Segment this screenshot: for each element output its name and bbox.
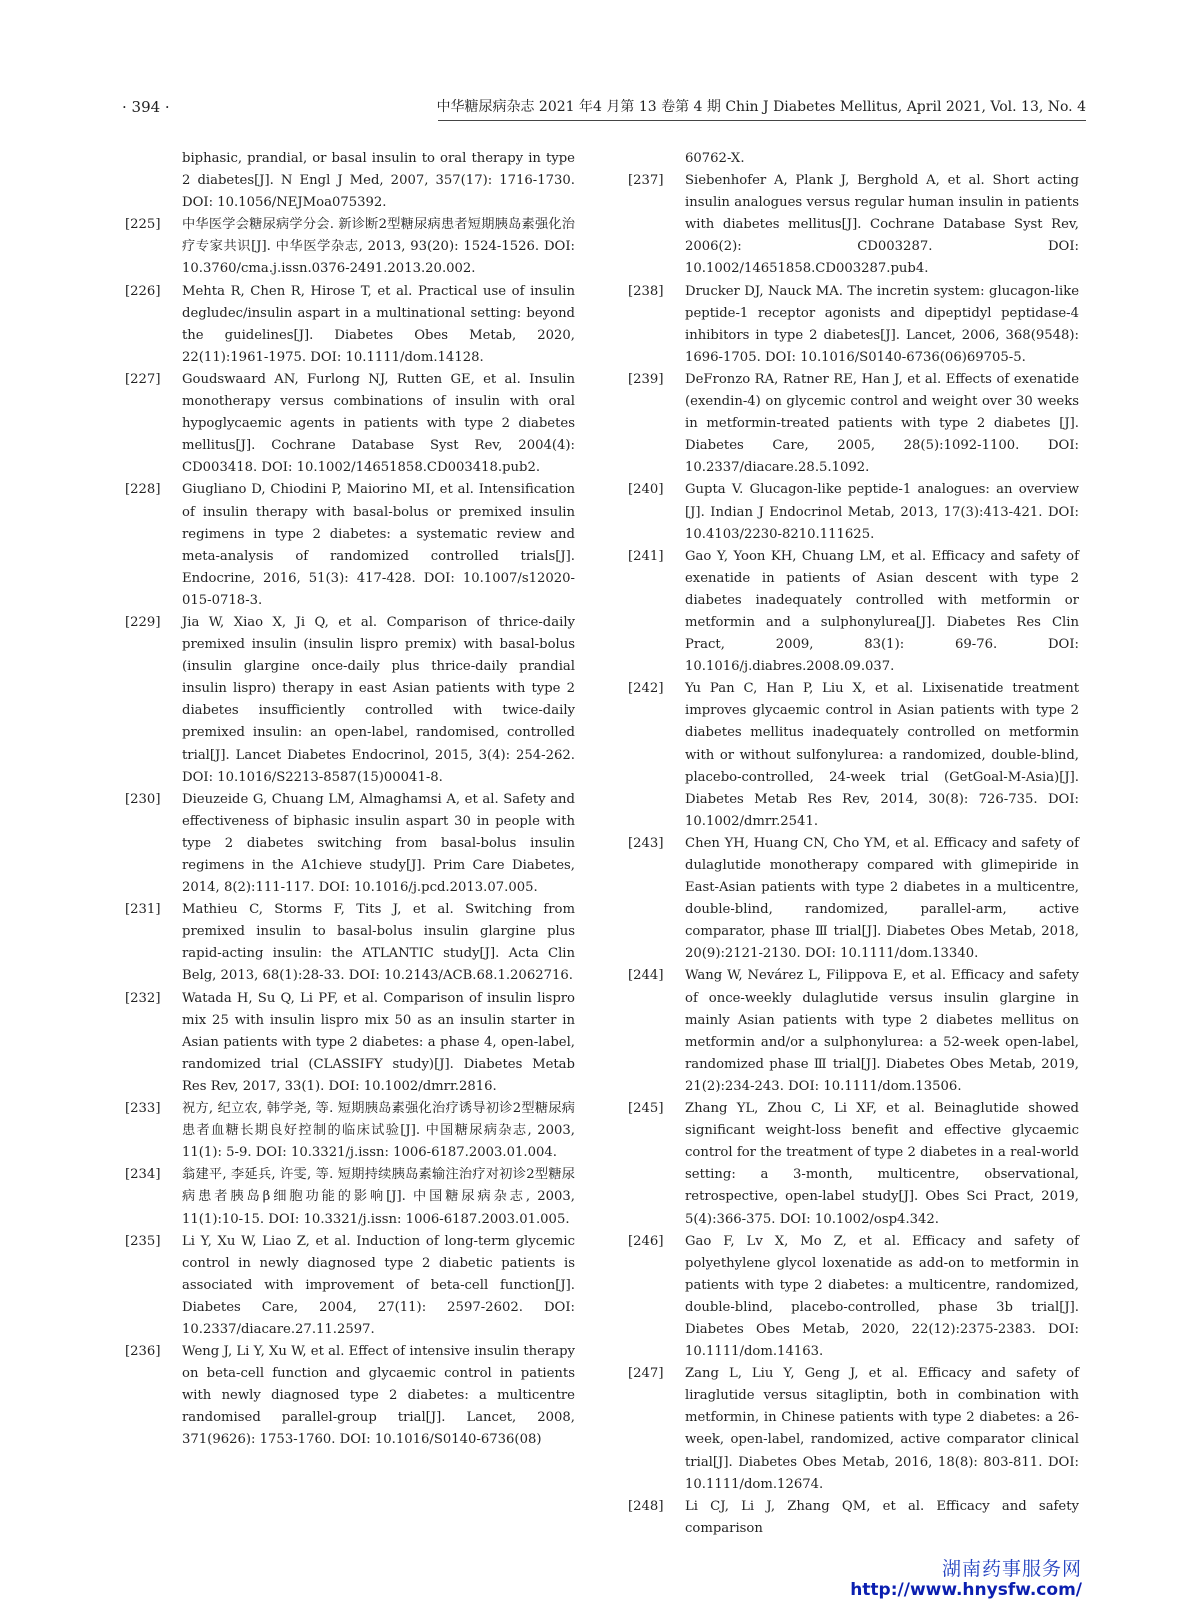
reference-text: Chen YH, Huang CN, Cho YM, et al. Efficacy and safety of dulaglutide monotherapy compared with glimepiride in East-Asian patients with type 2 diabetes in a multicentre, double-blind, randomized, parallel-arm, active comparator, phase Ⅲ trial[J]. Diabetes Obes Metab, 2018, 20(9):2121-2130. DOI: 10.1111/dom.13340. [685, 835, 1079, 962]
reference-number: [240] [628, 482, 664, 498]
reference-number: [228] [125, 482, 161, 498]
reference-entry [125, 612, 575, 789]
reference-number: [243] [628, 835, 664, 851]
reference-text: Yu Pan C, Han P, Liu X, et al. Lixisenatide treatment improves glycaemic control in Asian patients with type 2 diabetes mellitus inadequately controlled on metformin with or without sulfonylurea: a randomized, double-blind, placebo-controlled, 24-week trial (GetGoal-M-Asia)[J]. Diabetes Metab Res Rev, 2014, 30(8): 726-735. DOI: 10.1002/dmrr.2541. [685, 681, 1079, 829]
reference-number: [226] [125, 283, 161, 299]
reference-continuation: 60762-X. [685, 151, 745, 166]
reference-number: [227] [125, 371, 161, 387]
reference-entry [628, 1496, 1079, 1540]
reference-text: Giugliano D, Chiodini P, Maiorino MI, et al. Intensification of insulin therapy with basal-bolus or premixed insulin regimens in type 2 diabetes: a systematic review and meta-analysis of randomized controlled trials[J]. Endocrine, 2016, 51(3): 417-428. DOI: 10.1007/s12020-015-0718-3. [182, 482, 575, 608]
reference-text: Mathieu C, Storms F, Tits J, et al. Switching from premixed insulin to basal-bolus insulin glargine plus rapid-acting insulin: the ATLANTIC study[J]. Acta Clin Belg, 2013, 68(1):28-33. DOI: 10.2143/ACB.68.1.2062716. [182, 902, 575, 984]
reference-entry [628, 479, 1079, 545]
reference-text: Zhang YL, Zhou C, Li XF, et al. Beinaglutide showed significant weight-loss benefit and effective glycaemic control for the treatment of type 2 diabetes in a real-world setting: a 3-month, multicentre, observational, retrospective, open-label study[J]. Obes Sci Pract, 2019, 5(4):366-375. DOI: 10.1002/osp4.342. [685, 1101, 1079, 1227]
reference-number: [236] [125, 1344, 161, 1360]
reference-text: Gupta V. Glucagon-like peptide-1 analogues: an overview [J]. Indian J Endocrinol Metab, 2013, 17(3):413-421. DOI: 10.4103/2230-8210.111625. [685, 482, 1079, 542]
reference-text: Goudswaard AN, Furlong NJ, Rutten GE, et al. Insulin monotherapy versus combinations of insulin with oral hypoglycaemic agents in patients with type 2 diabetes mellitus[J]. Cochrane Database Syst Rev, 2004(4): CD003418. DOI: 10.1002/14651858.CD003418.pub2. [182, 371, 575, 476]
reference-number: [234] [125, 1167, 161, 1183]
reference-number: [229] [125, 614, 161, 630]
reference-entry [125, 899, 575, 987]
header-rule [438, 120, 1086, 121]
reference-text: Gao F, Lv X, Mo Z, et al. Efficacy and safety of polyethylene glycol loxenatide as add-on to metformin in patients with type 2 diabetes: a multicentre, randomized, double-blind, placebo-controlled, phase 3b trial[J]. Diabetes Obes Metab, 2020, 22(12):2375-2383. DOI: 10.1111/dom.14163. [685, 1233, 1079, 1360]
reference-number: [244] [628, 968, 664, 984]
reference-entry [125, 281, 575, 369]
reference-list-left [125, 214, 575, 1451]
reference-number: [232] [125, 990, 161, 1006]
reference-entry [628, 1231, 1079, 1364]
reference-entry [125, 988, 575, 1098]
reference-number: [235] [125, 1233, 161, 1249]
reference-column-right [628, 148, 1079, 1540]
reference-text: Siebenhofer A, Plank J, Berghold A, et al. Short acting insulin analogues versus regular human insulin in patients with diabetes mellitus[J]. Cochrane Database Syst Rev, 2006(2): CD003287. DOI: 10.1002/14651858.CD003287.pub4. [685, 173, 1079, 277]
watermark-site-name: 湖南药事服务网 [941, 1558, 1082, 1580]
reference-number: [245] [628, 1101, 664, 1117]
reference-text: Drucker DJ, Nauck MA. The incretin system: glucagon-like peptide-1 receptor agonists and dipeptidyl peptidase-4 inhibitors in type 2 diabetes[J]. Lancet, 2006, 368(9548): 1696-1705. DOI: 10.1016/S0140-6736(06)69705-5. [685, 283, 1079, 365]
reference-entry [628, 281, 1079, 369]
reference-entry [628, 678, 1079, 833]
reference-entry [628, 833, 1079, 966]
reference-column-left [125, 148, 575, 1452]
reference-number: [246] [628, 1233, 664, 1249]
reference-text: Mehta R, Chen R, Hirose T, et al. Practical use of insulin degludec/insulin aspart in a multinational setting: beyond the guidelines[J]. Diabetes Obes Metab, 2020, 22(11):1961-1975. DOI: 10.1111/dom.14128. [182, 283, 575, 365]
reference-list-right [628, 170, 1079, 1540]
reference-text: Gao Y, Yoon KH, Chuang LM, et al. Efficacy and safety of exenatide in patients of Asian descent with type 2 diabetes inadequately controlled with metformin or metformin and a sulphonylurea[J]. Diabetes Res Clin Pract, 2009, 83(1): 69-76. DOI: 10.1016/j.diabres.2008.09.037. [685, 548, 1079, 675]
reference-number: [237] [628, 173, 664, 189]
reference-number: [248] [628, 1498, 664, 1514]
site-watermark [850, 1558, 1082, 1600]
reference-entry [125, 789, 575, 899]
reference-number: [233] [125, 1101, 161, 1117]
reference-number: [247] [628, 1366, 664, 1382]
reference-number: [230] [125, 791, 161, 807]
reference-entry [628, 1363, 1079, 1496]
reference-number: [239] [628, 371, 664, 387]
reference-text: 祝方, 纪立农, 韩学尧, 等. 短期胰岛素强化治疗诱导初诊2型糖尿病患者血糖长期良好控制的临床试验[J]. 中国糖尿病杂志, 2003, 11(1): 5-9. DOI: 10.3321/j.issn: 1006-6187.2003.01.004. [182, 1101, 575, 1161]
reference-entry [628, 170, 1079, 280]
reference-entry [125, 1164, 575, 1230]
reference-text: Wang W, Nevárez L, Filippova E, et al. Efficacy and safety of once-weekly dulaglutide versus insulin glargine in mainly Asian patients with type 2 diabetes mellitus on metformin and/or a sulphonylurea: a 52-week open-label, randomized phase Ⅲ trial[J]. Diabetes Obes Metab, 2019, 21(2):234-243. DOI: 10.1111/dom.13506. [685, 968, 1079, 1094]
reference-number: [225] [125, 217, 161, 233]
reference-text: Zang L, Liu Y, Geng J, et al. Efficacy and safety of liraglutide versus sitagliptin, both in combination with metformin, in Chinese patients with type 2 diabetes: a 26-week, open-label, randomized, active comparator clinical trial[J]. Diabetes Obes Metab, 2016, 18(8): 803-811. DOI: 10.1111/dom.12674. [685, 1366, 1079, 1492]
reference-text: Li CJ, Li J, Zhang QM, et al. Efficacy and safety comparison [685, 1498, 1079, 1536]
reference-entry [125, 214, 575, 280]
reference-text: 翁建平, 李延兵, 许雯, 等. 短期持续胰岛素输注治疗对初诊2型糖尿病患者胰岛β细胞功能的影响[J]. 中国糖尿病杂志, 2003, 11(1):10-15. DOI: 10.3321/j.issn: 1006-6187.2003.01.005. [182, 1167, 575, 1227]
reference-number: [242] [628, 681, 664, 697]
reference-continuation: biphasic, prandial, or basal insulin to oral therapy in type 2 diabetes[J]. N Engl J Med, 2007, 357(17): 1716-1730. DOI: 10.1056/NEJMoa075392. [182, 151, 575, 211]
reference-number: [241] [628, 548, 664, 564]
reference-entry [628, 1098, 1079, 1231]
reference-text: Watada H, Su Q, Li PF, et al. Comparison of insulin lispro mix 25 with insulin lispro mix 50 as an insulin starter in Asian patients with type 2 diabetes: a phase 4, open-label, randomized trial (CLASSIFY study)[J]. Diabetes Metab Res Rev, 2017, 33(1). DOI: 10.1002/dmrr.2816. [182, 990, 575, 1094]
reference-entry [125, 1341, 575, 1451]
reference-text: DeFronzo RA, Ratner RE, Han J, et al. Effects of exenatide (exendin-4) on glycemic control and weight over 30 weeks in metformin-treated patients with type 2 diabetes [J]. Diabetes Care, 2005, 28(5):1092-1100. DOI: 10.2337/diacare.28.5.1092. [685, 371, 1079, 476]
page-number: · 394 · [122, 98, 170, 116]
reference-entry [628, 369, 1079, 479]
reference-text: Li Y, Xu W, Liao Z, et al. Induction of long-term glycemic control in newly diagnosed type 2 diabetic patients is associated with improvement of beta-cell function[J]. Diabetes Care, 2004, 27(11): 2597-2602. DOI: 10.2337/diacare.27.11.2597. [182, 1233, 575, 1337]
watermark-url[interactable]: http://www.hnysfw.com/ [850, 1580, 1082, 1600]
reference-entry [125, 479, 575, 612]
reference-text: Jia W, Xiao X, Ji Q, et al. Comparison of thrice-daily premixed insulin (insulin lispro premix) with basal-bolus (insulin glargine once-daily plus thrice-daily prandial insulin lispro) therapy in east Asian patients with type 2 diabetes insufficiently controlled with twice-daily premixed insulin: an open-label, randomised, controlled trial[J]. Lancet Diabetes Endocrinol, 2015, 3(4): 254-262. DOI: 10.1016/S2213-8587(15)00041-8. [182, 614, 575, 785]
reference-number: [231] [125, 902, 161, 918]
reference-text: 中华医学会糖尿病学分会. 新诊断2型糖尿病患者短期胰岛素强化治疗专家共识[J]. 中华医学杂志, 2013, 93(20): 1524-1526. DOI: 10.3760/cma.j.issn.0376-2491.2013.20.002. [182, 217, 575, 277]
reference-number: [238] [628, 283, 664, 299]
running-header [122, 96, 1086, 120]
reference-text: Dieuzeide G, Chuang LM, Almaghamsi A, et al. Safety and effectiveness of biphasic insulin aspart 30 in people with type 2 diabetes switching from basal-bolus insulin regimens in the A1chieve study[J]. Prim Care Diabetes, 2014, 8(2):111-117. DOI: 10.1016/j.pcd.2013.07.005. [182, 791, 575, 896]
journal-citation: 中华糖尿病杂志 2021 年4 月第 13 卷第 4 期 Chin J Diabetes Mellitus, April 2021, Vol. 13, No. 4 [436, 99, 1086, 115]
reference-entry [628, 546, 1079, 679]
reference-entry [125, 369, 575, 479]
reference-entry [125, 1098, 575, 1164]
reference-entry [628, 965, 1079, 1098]
reference-entry [125, 1231, 575, 1341]
reference-text: Weng J, Li Y, Xu W, et al. Effect of intensive insulin therapy on beta-cell function and glycaemic control in patients with newly diagnosed type 2 diabetes: a multicentre randomised parallel-group trial[J]. Lancet, 2008, 371(9626): 1753-1760. DOI: 10.1016/S0140-6736(08) [182, 1344, 575, 1448]
